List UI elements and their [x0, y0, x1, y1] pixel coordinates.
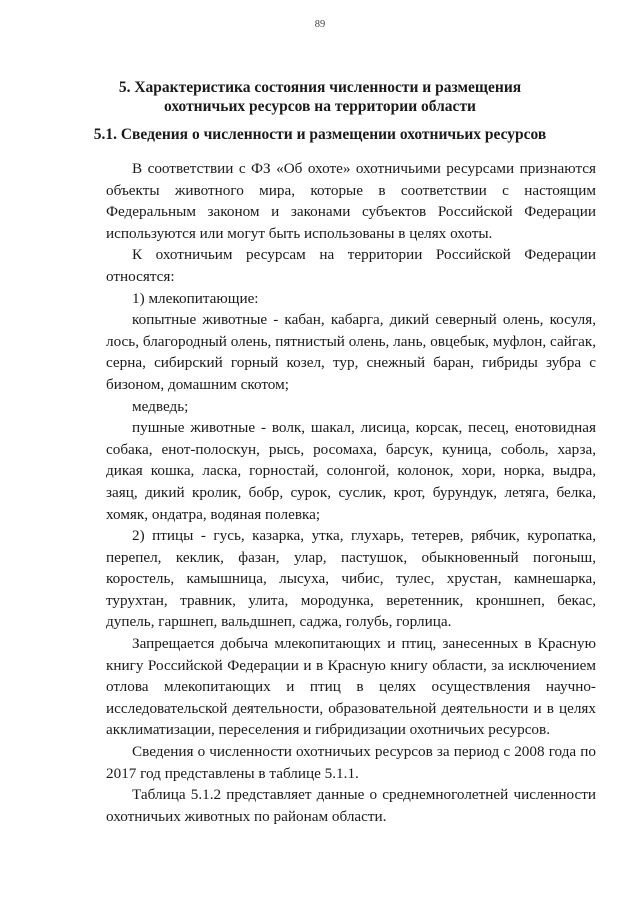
section-title-line-2: охотничьих ресурсов на территории области: [164, 98, 476, 115]
section-title-line-1: 5. Характеристика состояния численности и размещения: [118, 79, 522, 96]
body-text: [106, 158, 596, 827]
paragraph-ungulates: копытные животные - кабан, кабарга, дикий северный олень, косуля, лось, благородный олень, пятнистый олень, лань, овцебык, муфлон, сайгак, серна, сибирский горный козел, тур, снежный баран, гибриды зубра с бизоном, домашним скотом;: [106, 311, 596, 393]
paragraph-mammals-heading: 1) млекопитающие:: [132, 289, 259, 307]
paragraph-table-512: Таблица 5.1.2 представляет данные о среднемноголетней численности охотничьих животных по районам области.: [106, 786, 596, 825]
subsection-title: 5.1. Сведения о численности и размещении охотничьих ресурсов: [93, 126, 547, 143]
page-number: 89: [314, 19, 326, 30]
paragraph-table-511: Сведения о численности охотничьих ресурсов за период с 2008 года по 2017 год представлены в таблице 5.1.1.: [106, 743, 596, 782]
paragraph-intro: К охотничьим ресурсам на территории Российской Федерации относятся:: [106, 246, 596, 285]
paragraph-fur-animals: пушные животные - волк, шакал, лисица, корсак, песец, енотовидная собака, енот-полоскун, рысь, росомаха, барсук, куница, соболь, харза, дикая кошка, ласка, горностай, солонгой, колонок, хори, норка, выдра, заяц, дикий кролик, бобр, сурок, суслик, крот, бурундук, летяга, белка, хомяк, ондатра, водяная полевка;: [106, 419, 596, 523]
paragraph-definition: В соответствии с ФЗ «Об охоте» охотничьими ресурсами признаются объекты животного мира, которые в соответствии с настоящим Федеральным законом и законами субъектов Российской Федерации используются или могут быть использованы в целях охоты.: [106, 160, 596, 242]
paragraph-bear: медведь;: [132, 397, 189, 415]
paragraph-birds: 2) птицы - гусь, казарка, утка, глухарь, тетерев, рябчик, куропатка, перепел, кеклик, фазан, улар, пастушок, обыкновенный погоныш, коростель, камышница, лысуха, чибис, тулес, хрустан, камнешарка, турухтан, травник, улита, мородунка, веретенник, кроншнеп, бекас, дупель, гаршнеп, вальдшнеп, саджа, голубь, горлица.: [106, 527, 596, 631]
section-title: [60, 78, 580, 116]
paragraph-prohibition: Запрещается добыча млекопитающих и птиц, занесенных в Красную книгу Российской Федерации и в Красную книгу области, за исключением отлова млекопитающих и птиц в целях осуществления научно-исследовательской деятельности, образовательной деятельности и в целях акклиматизации, переселения и гибридизации охотничьих ресурсов.: [106, 635, 596, 739]
